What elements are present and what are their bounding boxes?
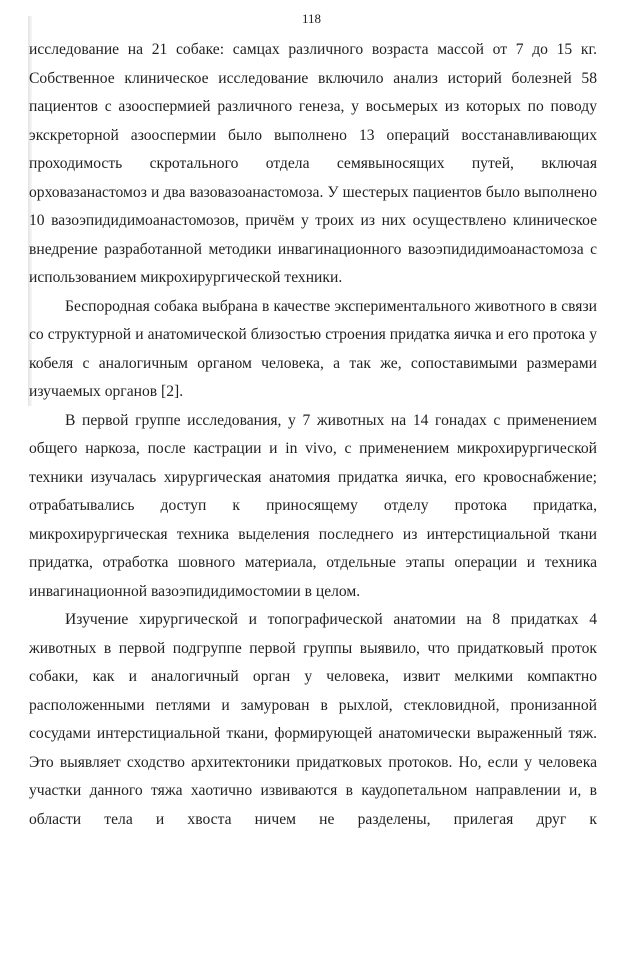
page-number: 118 [301,11,322,26]
page-body [29,36,597,834]
paragraph-3: В первой группе исследования, у 7 животных на 14 гонадах с применением общего наркоза, после кастрации и in vivo, с применением микрохирургической техники изучалась хирургическая анатомия придатка яичка, его кровоснабжение; отрабатывались доступ к приносящему отделу протока придатка, микрохирургическая техника выделения последнего из интерстициальной ткани придатка, отработка шовного материала, отдельные этапы операции и техника инвагинационной вазоэпидидимостомии в целом. [29,411,597,600]
paragraph-2: Беспородная собака выбрана в качестве экспериментального животного в связи со структурной и анатомической близостью строения придатка яичка и его протока у кобеля с аналогичным органом человека, а так же, сопоставимыми размерами изучаемых органов [2]. [29,297,597,400]
paragraph-1: исследование на 21 собаке: самцах различного возраста массой от 7 до 15 кг. Собственное клиническое исследование включило анализ историй болезней 58 пациентов с азооспермией различного генеза, у восьмерых из которых по поводу экскреторной азооспермии было выполнено 13 операций восстанавливающих проходимость скротального отдела семявыносящих путей, включая орховазанастомоз и два вазовазоанастомоза. У шестерых пациентов было выполнено 10 вазоэпидидимоанастомозов, причём у троих из них осуществлено клиническое внедрение разработанной методики инвагинационного вазоэпидидимоанастомоза с использованием микрохирургической техники. [29,41,597,286]
paragraph-4: Изучение хирургической и топографической анатомии на 8 придатках 4 животных в первой подгруппе первой группы выявило, что придатковый проток собаки, как и аналогичный орган у человека, извит мелкими компактно расположенными петлями и замурован в рыхлой, стекловидной, пронизанной сосудами интерстициальной ткани, формирующей анатомически выраженный тяж. Это выявляет сходство архитектоники придатковых протоков. Но, если у человека участки данного тяжа хаотично извиваются в каудопетальном направлении и, в области тела и хвоста ничем не разделены, прилегая друг к [29,611,597,828]
